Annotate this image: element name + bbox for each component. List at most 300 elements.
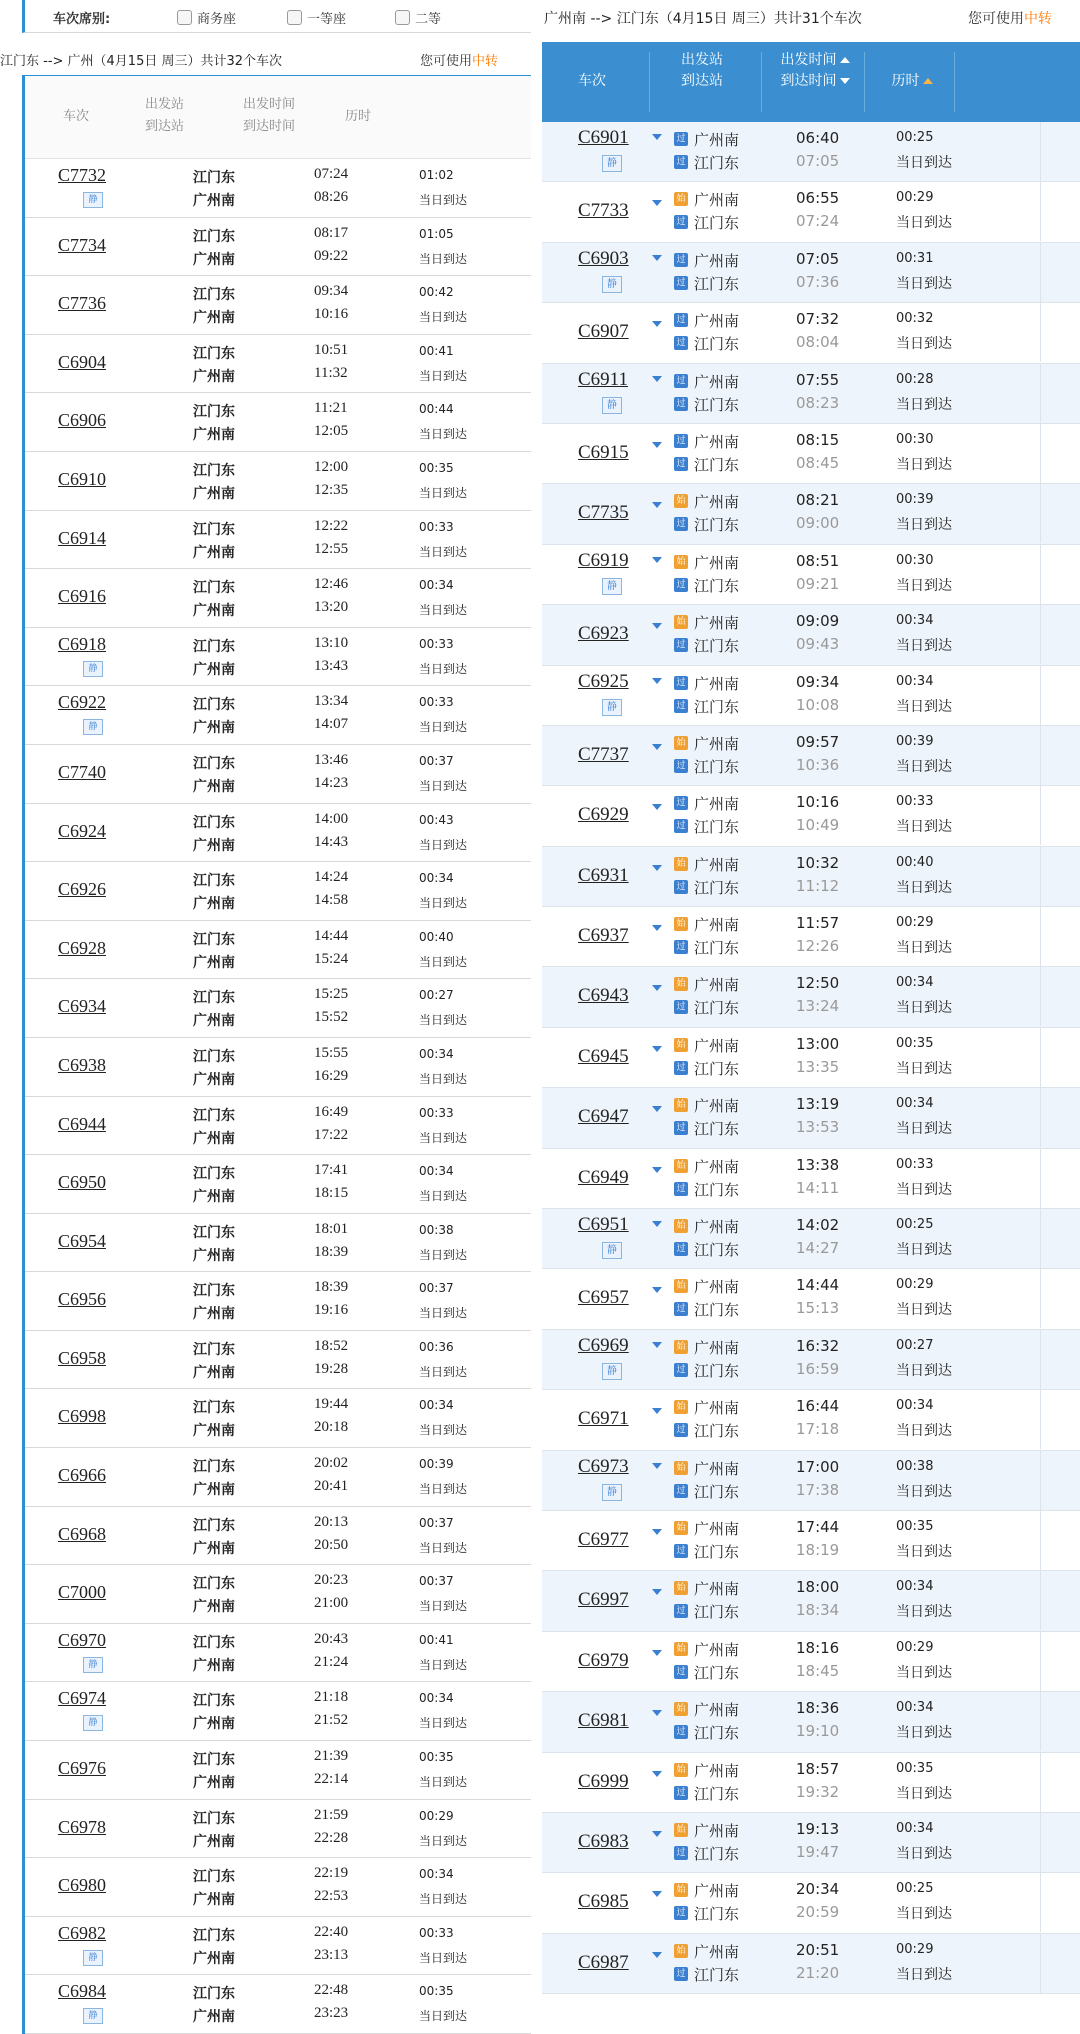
train-code-link[interactable]: C6977 [578,1528,629,1550]
train-code-link[interactable]: C6904 [58,351,107,372]
dep-time: 11:21 [314,400,348,417]
arr-time: 15:52 [314,1009,349,1026]
arrival-day: 当日到达 [896,396,952,413]
duration: 00:25 [896,1217,934,1233]
duration: 00:35 [419,1750,454,1765]
train-code-link[interactable]: C6966 [58,1465,107,1486]
train-code-link[interactable]: C6954 [58,1230,107,1251]
arr-time: 18:19 [796,1540,840,1559]
duration: 00:32 [896,311,934,327]
column-divider [1040,967,1041,1026]
dep-time: 08:17 [314,224,349,241]
dep-time: 20:02 [314,1455,349,1472]
chevron-down-icon[interactable] [652,623,662,629]
train-code-link[interactable]: C6980 [58,1875,107,1896]
duration: 00:34 [896,613,934,629]
arr-time: 15:13 [796,1299,840,1318]
train-code-link[interactable]: C6958 [58,1347,107,1368]
guo-icon: 过 [674,1242,688,1256]
from-station: 江门东 [193,755,235,772]
filter-second-class[interactable]: 二等 [395,8,441,27]
train-code-link[interactable]: C7736 [58,293,107,314]
arrival-day: 当日到达 [419,368,468,383]
chevron-down-icon[interactable] [652,1463,662,1469]
shi-icon: 始 [674,1219,688,1233]
train-code-link[interactable]: C6973 [578,1455,629,1477]
train-code-link[interactable]: C6923 [578,623,629,645]
train-code-link[interactable]: C6914 [58,527,107,548]
header-to: 到达站 [145,119,185,134]
to-station: 江门东 [694,637,740,656]
chevron-down-icon[interactable] [652,502,662,508]
column-divider [1040,1692,1041,1751]
arrival-day: 当日到达 [419,310,468,325]
right-transfer-link[interactable]: 中转 [1024,11,1052,27]
train-code-link[interactable]: C6919 [578,549,629,571]
to-station: 广州南 [193,1892,235,1909]
arr-time: 08:45 [796,453,840,472]
to-station: 广州南 [193,1599,235,1616]
table-row [542,847,1080,907]
train-code-link[interactable]: C6947 [578,1106,629,1128]
arrival-day: 当日到达 [419,896,468,911]
guo-icon: 过 [674,1061,688,1075]
train-code-link[interactable]: C6915 [578,441,629,463]
from-station: 广州南 [694,916,740,935]
chevron-down-icon[interactable] [652,255,662,261]
arrival-day: 当日到达 [896,275,952,292]
quiet-car-icon: 静 [602,1242,622,1259]
chevron-down-icon[interactable] [652,1891,662,1897]
guo-icon: 过 [674,1544,688,1558]
to-station: 广州南 [193,603,235,620]
dep-time: 06:40 [796,129,840,147]
duration: 00:34 [896,1700,934,1716]
chevron-down-icon[interactable] [652,678,662,684]
dep-time: 06:55 [796,189,840,208]
train-code-link[interactable]: C6937 [578,925,629,947]
shi-icon: 始 [674,1521,688,1535]
train-code-link[interactable]: C6968 [58,1523,107,1544]
column-divider [1040,1149,1041,1208]
table-row [25,1097,531,1156]
duration: 00:41 [419,343,454,358]
chevron-down-icon[interactable] [652,1952,662,1958]
train-code-link[interactable]: C6928 [58,937,107,958]
chevron-down-icon[interactable] [652,376,662,382]
table-row [25,1624,531,1683]
train-code-link[interactable]: C6931 [578,864,629,886]
to-station: 广州南 [193,310,235,327]
chevron-down-icon[interactable] [652,1771,662,1777]
arr-time: 23:23 [314,2005,349,2022]
filter-business-seat[interactable]: 商务座 [177,8,236,27]
train-code-link[interactable]: C6910 [58,468,107,489]
arrival-day: 当日到达 [896,940,952,957]
guo-icon: 过 [674,1665,688,1679]
column-divider [1040,1451,1041,1510]
duration: 00:33 [419,1925,454,1940]
train-code-link[interactable]: C6924 [58,820,107,841]
train-code-link[interactable]: C6926 [58,879,107,900]
arr-time: 14:58 [314,892,349,909]
guo-icon: 过 [674,1000,688,1014]
guo-icon: 过 [674,759,688,773]
to-station: 江门东 [694,214,740,233]
dep-time: 07:32 [796,310,840,329]
table-row [25,1214,531,1273]
arrival-day: 当日到达 [896,1725,952,1742]
train-code-link[interactable]: C6901 [578,127,629,148]
train-code-link[interactable]: C6999 [578,1770,629,1792]
table-row [25,218,531,277]
train-code-link[interactable]: C6969 [578,1334,629,1356]
dep-time: 08:15 [796,430,840,449]
chevron-down-icon[interactable] [652,1046,662,1052]
from-station: 江门东 [193,1576,235,1593]
shi-icon: 始 [674,1159,688,1173]
quiet-car-icon: 静 [602,397,622,414]
dep-time: 20:34 [796,1880,840,1899]
arr-time: 16:29 [314,1067,349,1084]
duration: 00:39 [419,1457,454,1472]
chevron-down-icon[interactable] [652,1342,662,1348]
to-station: 江门东 [694,1663,740,1682]
guo-icon: 过 [674,517,688,531]
arrival-day: 当日到达 [419,1657,468,1672]
header-arr[interactable]: 到达时间 [243,119,296,134]
arrival-day: 当日到达 [419,193,468,207]
train-code-link[interactable]: C6949 [578,1166,629,1188]
sort-down-icon[interactable] [840,78,850,84]
shi-icon: 始 [674,1581,688,1595]
to-station: 广州南 [193,661,235,678]
train-code-link[interactable]: C6944 [58,1113,107,1134]
checkbox-icon[interactable] [177,10,192,25]
train-code-link[interactable]: C6974 [58,1688,107,1709]
train-code-link[interactable]: C7732 [58,165,107,185]
from-station: 广州南 [694,1338,740,1357]
chevron-down-icon[interactable] [652,1408,662,1414]
table-row [25,1155,531,1214]
from-station: 广州南 [694,1218,740,1237]
header-train[interactable]: 车次 [63,109,90,124]
train-code-link[interactable]: C6925 [578,670,629,692]
duration: 00:34 [896,1398,934,1414]
right-table-body [542,122,1080,1994]
table-row [25,1565,531,1624]
table-row [25,1917,531,1976]
from-station: 江门东 [193,1693,235,1710]
from-station: 江门东 [193,1752,235,1769]
table-row [542,605,1080,665]
from-station: 江门东 [193,521,235,538]
guo-icon: 过 [674,1121,688,1135]
duration: 00:27 [419,988,454,1003]
table-row [25,1682,531,1741]
guo-icon: 过 [674,132,688,146]
chevron-down-icon[interactable] [652,1710,662,1716]
header-dur[interactable]: 历时 [345,109,372,124]
dep-time: 21:18 [314,1689,349,1706]
to-station: 广州南 [193,1423,235,1440]
duration: 00:38 [896,1458,934,1474]
header-arr[interactable]: 到达时间 [770,71,860,92]
arrival-day: 当日到达 [896,1785,952,1802]
table-row [25,979,531,1038]
arr-time: 11:32 [314,364,348,381]
table-row [542,1571,1080,1631]
from-station: 江门东 [193,697,235,714]
header-from: 出发站 [681,52,723,68]
to-station: 江门东 [694,395,740,414]
dep-time: 18:01 [314,1220,349,1237]
arr-time: 20:18 [314,1419,349,1436]
quiet-car-icon: 静 [83,719,103,735]
from-station: 广州南 [694,1882,740,1901]
arr-time: 14:43 [314,833,349,850]
from-station: 广州南 [694,1761,740,1780]
to-station: 广州南 [193,2009,235,2026]
to-station: 广州南 [193,1775,235,1792]
train-code-link[interactable]: C7740 [58,761,107,782]
arrival-day: 当日到达 [896,1302,952,1319]
train-code-link[interactable]: C6985 [578,1891,629,1913]
chevron-down-icon[interactable] [652,865,662,871]
train-code-link[interactable]: C6922 [58,692,107,713]
train-code-link[interactable]: C6978 [58,1816,107,1837]
table-row [542,1149,1080,1209]
table-row [542,1330,1080,1390]
sort-up-icon[interactable] [840,57,850,63]
train-code-link[interactable]: C6951 [578,1214,629,1236]
right-table-header [542,42,1080,122]
from-station: 广州南 [694,372,740,391]
arr-time: 19:16 [314,1302,349,1319]
arr-time: 14:23 [314,774,349,791]
dep-time: 10:51 [314,341,349,358]
dep-time: 20:13 [314,1513,349,1530]
train-code-link[interactable]: C6943 [578,985,629,1007]
table-row [542,1209,1080,1269]
chevron-down-icon[interactable] [652,1589,662,1595]
chevron-down-icon[interactable] [652,1287,662,1293]
header-from: 出发站 [145,97,185,112]
to-station: 广州南 [193,837,235,854]
arrival-day: 当日到达 [896,879,952,896]
shi-icon: 始 [674,1400,688,1414]
train-code-link[interactable]: C7735 [578,502,629,524]
chevron-down-icon[interactable] [652,1529,662,1535]
duration: 01:02 [419,168,454,182]
from-station: 广州南 [694,1157,740,1176]
arrival-day: 当日到达 [419,1364,468,1379]
arrival-day: 当日到达 [896,1543,952,1560]
arrival-day: 当日到达 [419,1013,468,1028]
from-station: 广州南 [694,734,740,753]
arr-time: 15:24 [314,950,349,967]
train-code-link[interactable]: C6918 [58,633,107,654]
arrival-day: 当日到达 [419,251,468,266]
chevron-down-icon[interactable] [652,1106,662,1112]
dep-time: 20:51 [796,1940,840,1959]
arr-time: 13:20 [314,599,349,616]
train-code-link[interactable]: C7734 [58,234,107,255]
train-code-link[interactable]: C7733 [578,200,629,222]
train-code-link[interactable]: C6998 [58,1406,107,1427]
arrival-day: 当日到达 [896,819,952,836]
train-code-link[interactable]: C6971 [578,1408,629,1430]
table-row [542,1692,1080,1752]
chevron-down-icon[interactable] [652,442,662,448]
arr-time: 09:21 [796,574,840,593]
to-station: 江门东 [694,154,740,172]
train-code-link[interactable]: C6983 [578,1830,629,1852]
from-station: 江门东 [193,580,235,597]
from-station: 广州南 [694,1459,740,1478]
train-code-link[interactable]: C6997 [578,1589,629,1611]
to-station: 江门东 [694,1965,740,1984]
shi-icon: 始 [674,1038,688,1052]
dep-time: 19:13 [796,1819,840,1838]
chevron-down-icon[interactable] [652,1167,662,1173]
train-code-link[interactable]: C6906 [58,410,107,431]
dep-time: 10:16 [796,793,840,812]
from-station: 江门东 [193,1166,235,1183]
header-train[interactable]: 车次 [578,73,606,89]
to-station: 广州南 [193,1540,235,1557]
header-dur[interactable]: 历时 [872,71,952,92]
train-code-link[interactable]: C7737 [578,743,629,765]
train-code-link[interactable]: C6956 [58,1289,107,1310]
duration: 00:35 [419,460,454,475]
train-code-link[interactable]: C6976 [58,1758,107,1779]
arrival-day: 当日到达 [896,1121,952,1138]
chevron-down-icon[interactable] [652,804,662,810]
arrival-day: 当日到达 [419,1775,468,1790]
dep-time: 08:21 [796,491,840,510]
train-code-link[interactable]: C6950 [58,1172,107,1193]
arrival-day: 当日到达 [419,1892,468,1907]
sort-up-icon[interactable] [923,78,933,84]
column-divider [1040,786,1041,845]
chevron-down-icon[interactable] [652,925,662,931]
table-row [25,1389,531,1448]
chevron-down-icon[interactable] [652,1221,662,1227]
train-code-link[interactable]: C6929 [578,804,629,826]
filter-first-class[interactable]: 一等座 [287,8,346,27]
dep-time: 13:19 [796,1095,840,1114]
arrival-day: 当日到达 [419,661,468,676]
chevron-down-icon[interactable] [652,557,662,563]
checkbox-icon[interactable] [395,10,410,25]
to-station: 江门东 [694,576,740,595]
train-code-link[interactable]: C6945 [578,1045,629,1067]
train-code-link[interactable]: C7000 [58,1582,107,1603]
chevron-down-icon[interactable] [652,321,662,327]
arr-time: 21:20 [796,1963,840,1982]
dep-time: 18:16 [796,1638,840,1657]
dep-time: 17:44 [796,1517,840,1536]
to-station: 广州南 [193,1130,235,1147]
dep-time: 12:46 [314,576,349,593]
arr-time: 20:50 [314,1536,349,1553]
train-code-link[interactable]: C6916 [58,586,107,607]
to-station: 广州南 [193,1482,235,1499]
arrival-day: 当日到达 [896,758,952,775]
to-station: 江门东 [694,335,740,354]
from-station: 江门东 [193,228,235,245]
dep-time: 20:23 [314,1572,349,1589]
checkbox-icon[interactable] [287,10,302,25]
arr-time: 18:34 [796,1601,840,1620]
to-station: 江门东 [694,1844,740,1863]
train-code-link[interactable]: C6907 [578,321,629,343]
column-divider [1040,1571,1041,1630]
to-station: 广州南 [193,427,235,444]
chevron-down-icon[interactable] [652,985,662,991]
header-dep[interactable]: 出发时间 [770,50,860,71]
to-station: 广州南 [193,1716,235,1733]
train-code-link[interactable]: C6903 [578,247,629,269]
dep-time: 09:09 [796,612,840,631]
from-station: 广州南 [694,1519,740,1538]
train-code-link[interactable]: C6911 [578,368,628,390]
column-divider [1040,545,1041,604]
arr-time: 10:08 [796,695,840,714]
table-row [25,393,531,452]
dep-time: 14:00 [314,810,349,827]
to-station: 江门东 [694,1724,740,1743]
chevron-down-icon[interactable] [652,200,662,206]
train-code-link[interactable]: C6938 [58,1054,107,1075]
train-code-link[interactable]: C6979 [578,1649,629,1671]
transfer-link[interactable]: 中转 [472,54,499,69]
from-station: 江门东 [193,170,235,186]
train-code-link[interactable]: C6987 [578,1951,629,1973]
chevron-down-icon[interactable] [652,134,662,140]
train-code-link[interactable]: C6981 [578,1710,629,1732]
arr-time: 12:55 [314,540,349,557]
quiet-car-icon: 静 [83,661,103,677]
from-station: 江门东 [193,1048,235,1065]
duration: 00:35 [896,1035,934,1051]
train-code-link[interactable]: C6957 [578,1287,629,1309]
chevron-down-icon[interactable] [652,1650,662,1656]
train-code-link[interactable]: C6984 [58,1981,107,2002]
duration: 00:33 [419,519,454,534]
arr-time: 10:16 [314,306,349,323]
transfer-hint: 您可使用中转 [420,54,499,69]
guo-icon: 过 [674,253,688,267]
train-code-link[interactable]: C6982 [58,1922,107,1943]
train-code-link[interactable]: C6934 [58,996,107,1017]
to-station: 广州南 [193,954,235,971]
header-dep[interactable]: 出发时间 [243,97,296,112]
duration: 00:33 [896,794,934,810]
chevron-down-icon[interactable] [652,744,662,750]
shi-icon: 始 [674,555,688,569]
guo-icon: 过 [674,1363,688,1377]
dep-time: 10:32 [796,853,840,872]
to-station: 江门东 [694,274,740,293]
arr-time: 13:35 [796,1057,840,1076]
train-code-link[interactable]: C6970 [58,1629,107,1650]
from-station: 广州南 [694,1821,740,1840]
from-station: 江门东 [193,1224,235,1241]
chevron-down-icon[interactable] [652,1831,662,1837]
column-divider [1040,484,1041,543]
